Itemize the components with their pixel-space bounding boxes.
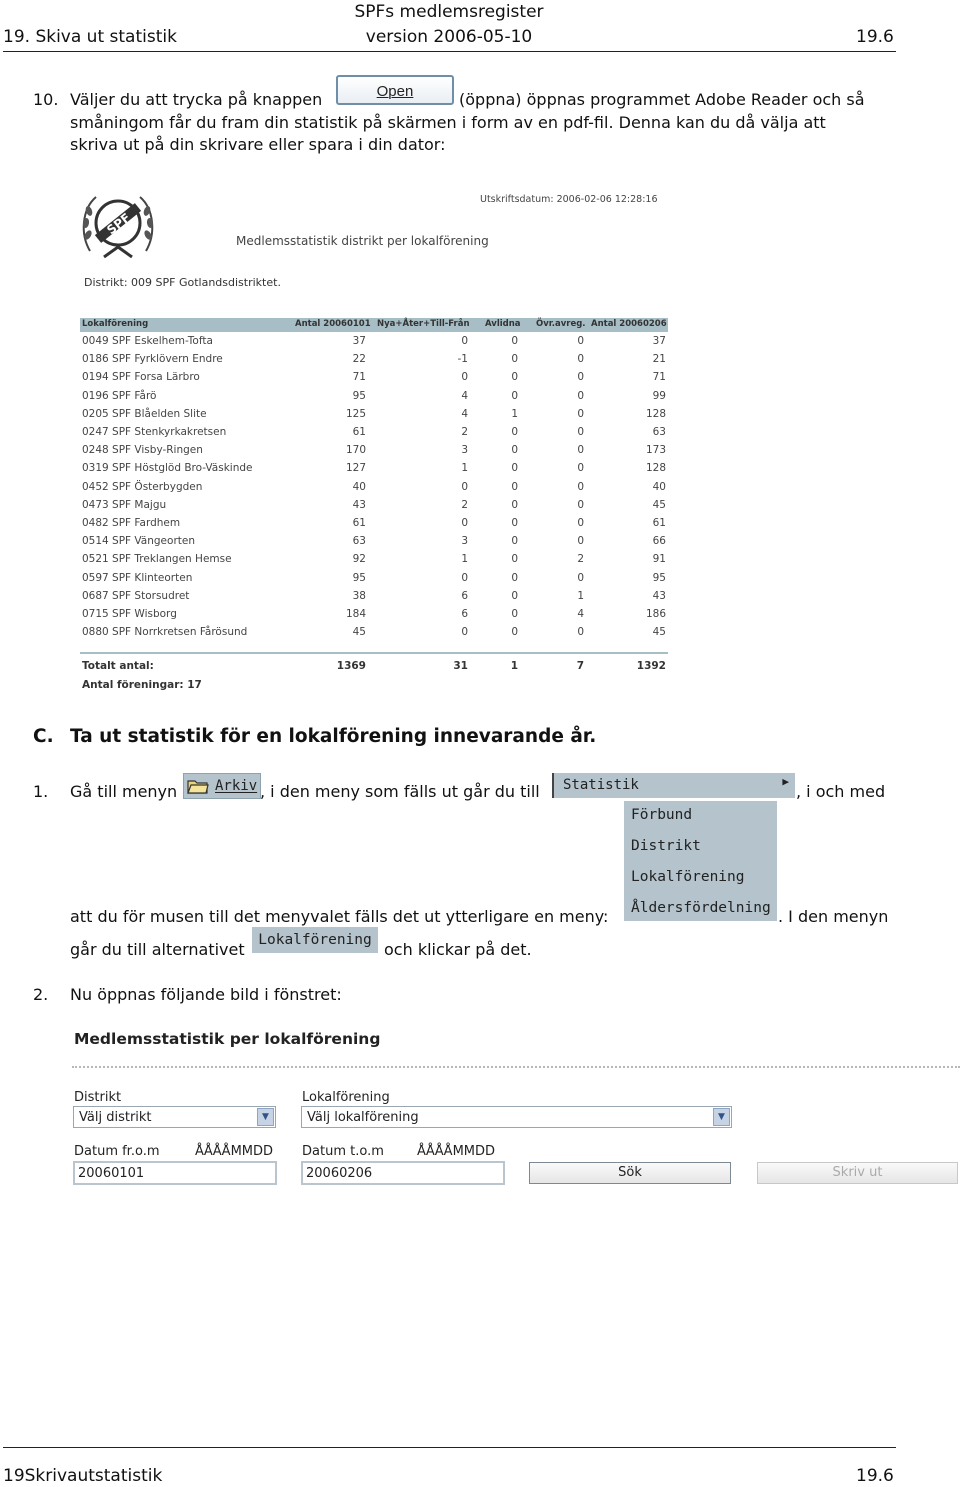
lokal-select[interactable] bbox=[301, 1106, 732, 1128]
lokalforening-menu-item[interactable]: Lokalförening bbox=[252, 927, 378, 953]
lokal-select-value: Välj lokalförening bbox=[307, 1110, 419, 1125]
report-row bbox=[80, 371, 668, 389]
spf-logo-icon bbox=[80, 189, 156, 263]
total-antal-end: 1392 bbox=[636, 660, 666, 672]
header-section-title: 19. Skiva ut statistik bbox=[3, 27, 177, 47]
step10-number: 10. bbox=[33, 90, 59, 109]
report-row-lokalforening: 0196 SPF Fårö bbox=[82, 389, 157, 402]
footer-page-number: 19.6 bbox=[856, 1466, 894, 1486]
report-row bbox=[80, 535, 668, 553]
chevron-down-icon[interactable]: ▼ bbox=[257, 1108, 274, 1126]
header-doc-version: version 2006-05-10 bbox=[365, 27, 533, 47]
report-row-value: 37 bbox=[652, 335, 666, 347]
print-button[interactable]: Skriv ut bbox=[757, 1162, 958, 1184]
step10-text-part1: Väljer du att trycka på knappen bbox=[70, 90, 323, 109]
from-date-input[interactable] bbox=[73, 1161, 277, 1185]
col-antal-start: Antal 20060101 bbox=[295, 319, 371, 329]
report-row-value: 95 bbox=[652, 571, 666, 584]
report-row-value: 0 bbox=[511, 353, 518, 366]
report-row-value: 0 bbox=[577, 407, 584, 420]
report-row-value: 0 bbox=[511, 589, 518, 602]
folder-icon bbox=[187, 778, 209, 794]
report-row-lokalforening: 0319 SPF Höstglöd Bro-Väskinde bbox=[82, 462, 253, 475]
report-row bbox=[80, 353, 668, 371]
report-row-value: 0 bbox=[511, 498, 518, 511]
from-date-label: Datum fr.o.m bbox=[74, 1144, 160, 1159]
report-row-value: 99 bbox=[652, 389, 666, 402]
report-row-value: 0 bbox=[461, 371, 468, 384]
total-avlidna: 1 bbox=[510, 660, 518, 672]
footer-filename: 19Skrivautstatistik bbox=[3, 1466, 163, 1486]
report-row-value: 38 bbox=[352, 589, 366, 602]
lokal-label: Lokalförening bbox=[302, 1090, 390, 1105]
col-ovr-avreg: Övr.avreg. bbox=[536, 319, 586, 329]
report-row-value: 0 bbox=[511, 389, 518, 402]
report-row-value: 6 bbox=[461, 608, 468, 620]
report-row bbox=[80, 481, 668, 499]
open-button-label: Open bbox=[376, 83, 414, 100]
report-row-lokalforening: 0687 SPF Storsudret bbox=[82, 589, 190, 602]
step1-text-part2: , i den meny som fälls ut går du till bbox=[260, 782, 540, 801]
report-row bbox=[80, 462, 668, 480]
report-district: Distrikt: 009 SPF Gotlandsdistriktet. bbox=[84, 276, 281, 289]
open-button bbox=[336, 75, 454, 105]
step10-text-line3: skriva ut på din skrivare eller spara i din dator: bbox=[70, 135, 446, 154]
report-row-value: 0 bbox=[577, 535, 584, 548]
report-row-value: 0 bbox=[511, 571, 518, 584]
report-row-value: 95 bbox=[352, 389, 366, 402]
report-row-value: 0 bbox=[511, 462, 518, 475]
report-row-lokalforening: 0521 SPF Treklangen Hemse bbox=[82, 553, 232, 566]
step10-text-line2: småningom får du fram din statistik på skärmen i form av en pdf-fil. Denna kan du då välja att bbox=[70, 113, 826, 132]
report-row-value: 125 bbox=[345, 407, 366, 420]
report-row bbox=[80, 572, 668, 590]
report-row-lokalforening: 0452 SPF Österbygden bbox=[82, 480, 203, 493]
report-row-lokalforening: 0482 SPF Fardhem bbox=[82, 517, 181, 529]
arkiv-label: Arkiv bbox=[215, 778, 258, 794]
statistik-menu-item[interactable] bbox=[552, 773, 795, 798]
report-row-value: 2 bbox=[461, 426, 468, 438]
report-row-value: 0 bbox=[577, 462, 584, 475]
report-row-value: 40 bbox=[352, 480, 366, 493]
header-page-number: 19.6 bbox=[856, 27, 894, 47]
total-ovr-avreg: 7 bbox=[576, 660, 584, 672]
report-row-value: 92 bbox=[352, 553, 366, 566]
report-row-lokalforening: 0715 SPF Wisborg bbox=[82, 608, 177, 620]
report-row-lokalforening: 0514 SPF Vängeorten bbox=[82, 535, 195, 548]
report-row-value: 0 bbox=[511, 626, 518, 639]
submenu-item-distrikt[interactable]: Distrikt bbox=[631, 838, 701, 854]
report-row-value: 186 bbox=[645, 608, 666, 620]
report-total-rule bbox=[80, 652, 668, 654]
report-row-value: 184 bbox=[345, 608, 366, 620]
form-dotted-divider bbox=[72, 1066, 960, 1068]
report-row-value: 71 bbox=[652, 371, 666, 384]
report-row-value: 0 bbox=[511, 553, 518, 566]
report-row-value: 0 bbox=[577, 371, 584, 384]
report-row-value: 71 bbox=[352, 371, 366, 384]
svg-text:SPF: SPF bbox=[104, 210, 134, 238]
report-row-value: 3 bbox=[461, 444, 468, 457]
step2-text: Nu öppnas följande bild i fönstret: bbox=[70, 985, 342, 1004]
report-row-value: 0 bbox=[577, 444, 584, 457]
report-row-value: 1 bbox=[577, 589, 584, 602]
section-c-heading: Ta ut statistik för en lokalförening innevarande år. bbox=[70, 726, 597, 747]
report-row-value: 0 bbox=[577, 426, 584, 438]
statistik-label: Statistik bbox=[563, 777, 639, 793]
report-row-value: 4 bbox=[577, 608, 584, 620]
report-row-value: 2 bbox=[577, 553, 584, 566]
report-row-value: 0 bbox=[577, 389, 584, 402]
report-row bbox=[80, 608, 668, 626]
report-row-value: 0 bbox=[511, 371, 518, 384]
statistik-submenu bbox=[624, 801, 777, 921]
report-row-value: 0 bbox=[461, 571, 468, 584]
report-row-value: -1 bbox=[457, 353, 468, 366]
district-label: Distrikt bbox=[74, 1090, 122, 1105]
section-c-letter: C. bbox=[33, 726, 54, 747]
report-title: Medlemsstatistik distrikt per lokalförening bbox=[236, 234, 489, 248]
step1-text-line2a: att du för musen till det menyvalet fälls det ut ytterligare en meny: bbox=[70, 907, 609, 926]
report-row-value: 95 bbox=[352, 571, 366, 584]
search-button[interactable]: Sök bbox=[529, 1162, 731, 1184]
report-row-value: 1 bbox=[511, 407, 518, 420]
district-select[interactable] bbox=[73, 1106, 276, 1128]
report-row bbox=[80, 408, 668, 426]
report-row-value: 0 bbox=[461, 517, 468, 529]
step1-text-line2b: . I den menyn bbox=[778, 907, 889, 926]
total-antal-start: 1369 bbox=[336, 660, 366, 672]
district-select-value: Välj distrikt bbox=[79, 1110, 152, 1125]
report-row-value: 6 bbox=[461, 589, 468, 602]
report-row bbox=[80, 590, 668, 608]
report-row-value: 63 bbox=[652, 426, 666, 438]
form-title: Medlemsstatistik per lokalförening bbox=[74, 1030, 381, 1048]
report-row bbox=[80, 335, 668, 353]
report-row bbox=[80, 444, 668, 462]
arkiv-menu[interactable] bbox=[183, 773, 261, 799]
report-print-date: Utskriftsdatum: 2006-02-06 12:28:16 bbox=[480, 194, 658, 205]
report-row-value: 0 bbox=[511, 335, 518, 347]
report-row-value: 0 bbox=[461, 335, 468, 347]
report-row-value: 127 bbox=[345, 462, 366, 475]
step1-text-line3b: och klickar på det. bbox=[384, 940, 532, 959]
report-row-value: 0 bbox=[577, 498, 584, 511]
report-row-lokalforening: 0597 SPF Klinteorten bbox=[82, 571, 193, 584]
report-total-row bbox=[80, 660, 668, 676]
report-row-lokalforening: 0248 SPF Visby-Ringen bbox=[82, 444, 203, 457]
report-row-value: 0 bbox=[461, 480, 468, 493]
header-rule bbox=[3, 51, 896, 52]
report-row bbox=[80, 626, 668, 644]
total-nya: 31 bbox=[453, 660, 468, 672]
report-row-lokalforening: 0194 SPF Forsa Lärbro bbox=[82, 371, 200, 384]
report-row-value: 0 bbox=[511, 535, 518, 548]
submenu-item-lokalforening[interactable]: Lokalförening bbox=[631, 869, 745, 885]
report-row bbox=[80, 390, 668, 408]
from-date-hint: ÅÅÅÅMMDD bbox=[195, 1144, 274, 1159]
step2-number: 2. bbox=[33, 985, 49, 1004]
report-row-value: 45 bbox=[652, 626, 666, 639]
pdf-report-image bbox=[80, 185, 670, 700]
report-row-lokalforening: 0186 SPF Fyrklövern Endre bbox=[82, 353, 223, 366]
report-row bbox=[80, 517, 668, 535]
report-row-value: 43 bbox=[352, 498, 366, 511]
report-row-value: 128 bbox=[645, 407, 666, 420]
report-row bbox=[80, 426, 668, 444]
report-row-value: 1 bbox=[461, 462, 468, 475]
report-row-lokalforening: 0049 SPF Eskelhem-Tofta bbox=[82, 335, 213, 347]
report-row-value: 170 bbox=[345, 444, 366, 457]
report-row-lokalforening: 0473 SPF Majgu bbox=[82, 498, 167, 511]
report-row-value: 0 bbox=[461, 626, 468, 639]
col-avlidna: Avlidna bbox=[485, 319, 521, 329]
report-row-value: 1 bbox=[461, 553, 468, 566]
col-antal-end: Antal 20060206 bbox=[591, 319, 667, 329]
report-row-value: 0 bbox=[577, 517, 584, 529]
report-row-value: 45 bbox=[652, 498, 666, 511]
step1-text-line3a: går du till alternativet bbox=[70, 940, 245, 959]
submenu-arrow-icon: ▶ bbox=[782, 775, 789, 788]
report-row-value: 61 bbox=[352, 517, 366, 529]
to-date-value: 20060206 bbox=[306, 1166, 373, 1181]
report-row-value: 4 bbox=[461, 389, 468, 402]
report-row-lokalforening: 0205 SPF Blåelden Slite bbox=[82, 407, 207, 420]
report-row bbox=[80, 553, 668, 571]
report-row-value: 4 bbox=[461, 407, 468, 420]
col-lokalforening: Lokalförening bbox=[82, 319, 149, 329]
step1-text-part1: Gå till menyn bbox=[70, 782, 178, 801]
report-row-value: 61 bbox=[652, 517, 666, 529]
submenu-item-forbund[interactable]: Förbund bbox=[631, 807, 693, 823]
report-row bbox=[80, 499, 668, 517]
report-row-value: 128 bbox=[645, 462, 666, 475]
report-row-value: 2 bbox=[461, 498, 468, 511]
step1-number: 1. bbox=[33, 782, 49, 801]
header-doc-title: SPFs medlemsregister bbox=[354, 2, 544, 22]
step10-text-part2: (öppna) öppnas programmet Adobe Reader och så bbox=[459, 90, 865, 109]
to-date-label: Datum t.o.m bbox=[302, 1144, 384, 1159]
col-nya: Nya+Åter+Till-Från bbox=[377, 319, 470, 329]
submenu-item-aldersfordelning[interactable]: Åldersfördelning bbox=[631, 900, 771, 916]
report-row-value: 0 bbox=[511, 444, 518, 457]
report-row-value: 0 bbox=[511, 608, 518, 620]
report-row-value: 3 bbox=[461, 535, 468, 548]
report-row-value: 0 bbox=[511, 426, 518, 438]
report-row-value: 0 bbox=[577, 626, 584, 639]
report-row-lokalforening: 0880 SPF Norrkretsen Fårösund bbox=[82, 626, 248, 639]
report-row-value: 66 bbox=[652, 535, 666, 548]
report-row-value: 0 bbox=[577, 571, 584, 584]
report-row-value: 37 bbox=[352, 335, 366, 347]
report-table-header bbox=[80, 318, 668, 332]
report-row-value: 22 bbox=[352, 353, 366, 366]
report-row-value: 0 bbox=[511, 517, 518, 529]
report-row-value: 21 bbox=[652, 353, 666, 366]
report-row-lokalforening: 0247 SPF Stenkyrkakretsen bbox=[82, 426, 227, 438]
report-row-value: 0 bbox=[511, 480, 518, 493]
report-row-value: 0 bbox=[577, 353, 584, 366]
step1-text-part3: , i och med bbox=[796, 782, 886, 801]
report-row-value: 0 bbox=[577, 335, 584, 347]
report-row-value: 61 bbox=[352, 426, 366, 438]
report-row-value: 173 bbox=[645, 444, 666, 457]
report-row-value: 91 bbox=[652, 553, 666, 566]
footer-rule bbox=[3, 1447, 896, 1448]
chevron-down-icon[interactable]: ▼ bbox=[713, 1108, 730, 1126]
to-date-hint: ÅÅÅÅMMDD bbox=[417, 1144, 496, 1159]
report-forening-count: Antal föreningar: 17 bbox=[82, 679, 202, 691]
report-row-value: 40 bbox=[652, 480, 666, 493]
total-label: Totalt antal: bbox=[82, 660, 154, 672]
from-date-value: 20060101 bbox=[78, 1166, 145, 1181]
report-row-value: 43 bbox=[652, 589, 666, 602]
report-row-value: 63 bbox=[352, 535, 366, 548]
report-row-value: 0 bbox=[577, 480, 584, 493]
report-row-value: 45 bbox=[352, 626, 366, 639]
to-date-input[interactable] bbox=[301, 1161, 505, 1185]
